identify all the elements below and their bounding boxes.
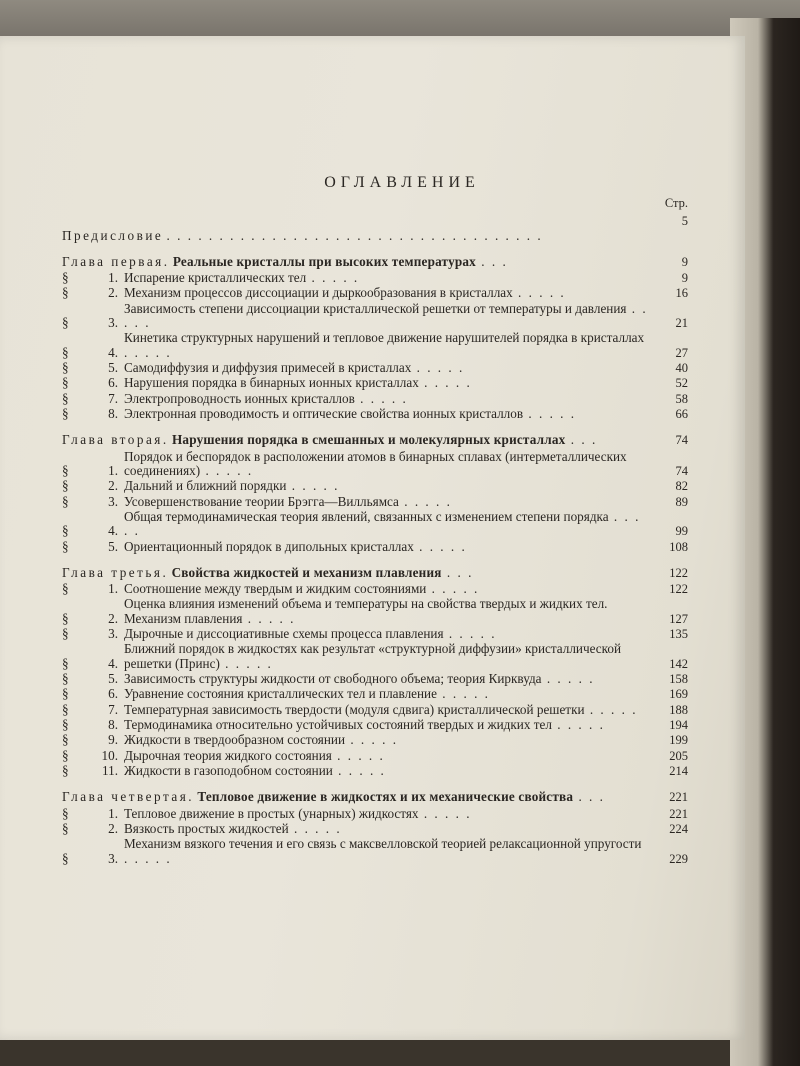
section-number: 3. [108, 493, 118, 509]
section-entry [62, 747, 688, 763]
book-page [0, 36, 745, 1040]
section-page-number: 99 [675, 524, 688, 539]
section-entry [62, 390, 688, 406]
preface-page-number: 5 [681, 214, 688, 229]
section-number: 3. [108, 850, 118, 866]
section-title: Кинетика структурных нарушений и тепловое движение нарушителей порядка в кристаллах . . . . . [124, 330, 645, 360]
section-title: Ближний порядок в жидкостях как результат «структурной диффузии» кристаллической решетки (Принс) . . . . . [124, 641, 622, 671]
section-entry [62, 836, 688, 866]
section-page-number: 142 [669, 656, 688, 671]
section-number: 4. [108, 523, 118, 539]
section-entry [62, 448, 688, 478]
section-entry [62, 821, 688, 837]
section-number: 7. [108, 390, 118, 406]
section-title: Дальний и ближний порядки . . . . . [124, 478, 340, 494]
section-sign: § [62, 375, 69, 391]
section-page-number: 74 [675, 463, 688, 478]
section-page-number: 127 [669, 611, 688, 626]
section-entry [62, 686, 688, 702]
section-number: 1. [108, 805, 118, 821]
section-title: Зависимость степени диссоциации кристаллической решетки от температуры и давления . . . . . [124, 300, 648, 330]
section-title: Дырочная теория жидкого состояния . . . . . [124, 747, 385, 763]
section-page-number: 221 [669, 806, 688, 821]
section-number: 5. [108, 670, 118, 686]
section-sign: § [62, 763, 69, 779]
section-number: 2. [108, 285, 118, 301]
section-sign: § [62, 747, 69, 763]
table-of-contents [62, 174, 688, 867]
section-entry [62, 478, 688, 494]
section-title: Порядок и беспорядок в расположении атомов в бинарных сплавах (интерметаллических соединениях) . . . . . [124, 448, 627, 478]
chapter-title: Нарушения порядка в смешанных и молекулярных кристаллах [171, 432, 566, 448]
section-entry [62, 763, 688, 779]
section-page-number: 66 [675, 407, 688, 422]
section-page-number: 9 [681, 271, 688, 286]
section-entry [62, 732, 688, 748]
section-entry [62, 330, 688, 360]
section-sign: § [62, 493, 69, 509]
section-sign: § [62, 580, 69, 596]
section-entry [62, 493, 688, 509]
section-title: Температурная зависимость твердости (модуля сдвига) кристаллической решетки . . . . . [124, 701, 638, 717]
section-page-number: 214 [669, 764, 688, 779]
section-number: 2. [108, 478, 118, 494]
section-number: 2. [108, 610, 118, 626]
section-number: 11. [102, 763, 118, 779]
section-page-number: 122 [669, 581, 688, 596]
section-title: Дырочные и диссоциативные схемы процесса плавления . . . . . [124, 625, 497, 641]
section-page-number: 27 [675, 345, 688, 360]
section-sign: § [62, 315, 69, 330]
section-entry [62, 670, 688, 686]
section-title: Жидкости в газоподобном состоянии . . . . . [124, 763, 386, 779]
chapter-heading [62, 789, 688, 805]
section-sign: § [62, 610, 69, 626]
section-number: 7. [108, 701, 118, 717]
section-title: Соотношение между твердым и жидким состояниями . . . . . [124, 580, 480, 596]
chapter-heading [62, 564, 688, 580]
section-sign: § [62, 805, 69, 821]
section-sign: § [62, 462, 69, 478]
section-entry [62, 596, 688, 626]
section-sign: § [62, 523, 69, 539]
section-number: 2. [108, 821, 118, 837]
section-title: Механизм вязкого течения и его связь с максвелловской теорией релаксационной упругости . . . . . [124, 836, 642, 866]
section-title: Электропроводность ионных кристаллов . . . . . [124, 390, 408, 406]
section-page-number: 21 [675, 316, 688, 330]
chapter-text: Глава первая. Реальные кристаллы при высоких температурах . . . [62, 253, 508, 269]
section-title: Электронная проводимость и оптические свойства ионных кристаллов . . . . . [124, 406, 577, 422]
section-number: 9. [108, 732, 118, 748]
page-title: ОГЛАВЛЕНИЕ [324, 174, 480, 191]
section-sign: § [62, 625, 69, 641]
chapters-list [62, 253, 688, 866]
section-number: 1. [108, 580, 118, 596]
section-title: Испарение кристаллических тел . . . . . [124, 270, 360, 286]
section-number: 6. [108, 686, 118, 702]
section-title: Оценка влияния изменений объема и температуры на свойства твердых и жидких тел. Механизм плавления . . . . . [124, 596, 608, 626]
section-title: Нарушения порядка в бинарных ионных кристаллах . . . . . [124, 375, 472, 391]
section-entry [62, 701, 688, 717]
chapter-label: Глава первая. [62, 253, 170, 269]
chapter-label: Глава третья. [62, 564, 169, 580]
section-sign: § [62, 478, 69, 494]
chapter-label: Глава четвертая. [62, 789, 195, 805]
section-entry [62, 580, 688, 596]
section-number: 4. [108, 344, 118, 360]
section-sign: § [62, 270, 69, 286]
section-page-number: 199 [669, 733, 688, 748]
section-sign: § [62, 701, 69, 717]
section-page-number: 169 [669, 687, 688, 702]
section-entry [62, 625, 688, 641]
section-page-number: 135 [669, 626, 688, 641]
section-title: Термодинамика относительно устойчивых состояний твердых и жидких тел . . . . . [124, 717, 605, 733]
section-title: Уравнение состояния кристаллических тел и плавление . . . . . [124, 686, 490, 702]
section-sign: § [62, 686, 69, 702]
section-page-number: 224 [669, 822, 688, 837]
section-number: 8. [108, 406, 118, 422]
preface-entry: Предисловие . . . . . . . . . . . . . . . . . . . . . . . . . . . . . . . . . . . . [62, 227, 543, 243]
section-sign: § [62, 390, 69, 406]
chapter-title: Свойства жидкостей и механизм плавления [171, 564, 442, 580]
chapter-text: Глава третья. Свойства жидкостей и механизм плавления . . . [62, 564, 474, 580]
section-sign: § [62, 732, 69, 748]
section-title: Вязкость простых жидкостей . . . . . [124, 821, 342, 837]
chapter-page-number: 74 [675, 433, 688, 448]
section-page-number: 58 [675, 391, 688, 406]
section-sign: § [62, 670, 69, 686]
section-sign: § [62, 344, 69, 360]
section-entry [62, 717, 688, 733]
section-entry [62, 375, 688, 391]
section-sign: § [62, 359, 69, 375]
chapter-label: Глава вторая. [62, 432, 169, 448]
section-number: 3. [108, 315, 118, 330]
section-entry [62, 300, 688, 330]
section-entry [62, 406, 688, 422]
chapter-title: Реальные кристаллы при высоких температурах [172, 253, 476, 269]
section-entry [62, 359, 688, 375]
section-entry [62, 508, 688, 539]
section-number: 6. [108, 375, 118, 391]
section-page-number: 52 [675, 376, 688, 391]
section-sign: § [62, 406, 69, 422]
section-number: 1. [108, 270, 118, 286]
section-sign: § [62, 821, 69, 837]
chapter-text: Глава вторая. Нарушения порядка в смешанных и молекулярных кристаллах . . . [62, 432, 598, 448]
section-page-number: 82 [675, 479, 688, 494]
section-number: 5. [108, 538, 118, 554]
section-entry [62, 538, 688, 554]
section-number: 8. [108, 717, 118, 733]
chapter-heading [62, 432, 688, 448]
section-page-number: 158 [669, 671, 688, 686]
chapter-text: Глава четвертая. Тепловое движение в жидкостях и их механические свойства . . . [62, 789, 605, 805]
section-page-number: 194 [669, 718, 688, 733]
section-number: 3. [108, 625, 118, 641]
section-page-number: 40 [675, 360, 688, 375]
preface-label: Предисловие [62, 227, 164, 243]
section-title: Жидкости в твердообразном состоянии . . . . . [124, 732, 398, 748]
section-sign: § [62, 717, 69, 733]
chapter-heading [62, 253, 688, 269]
section-page-number: 188 [669, 702, 688, 717]
chapter-title: Тепловое движение в жидкостях и их механические свойства [197, 789, 574, 805]
section-title: Самодиффузия и диффузия примесей в кристаллах . . . . . [124, 359, 465, 375]
section-sign: § [62, 850, 69, 866]
section-title: Усовершенствование теории Брэгга—Вилльямса . . . . . [124, 493, 452, 509]
chapter-page-number: 221 [669, 790, 688, 805]
section-sign: § [62, 538, 69, 554]
section-page-number: 108 [669, 539, 688, 554]
page-column-label: Стр. [664, 196, 688, 211]
section-title: Ориентационный порядок в дипольных кристаллах . . . . . [124, 538, 467, 554]
section-number: 4. [108, 655, 118, 671]
section-entry [62, 805, 688, 821]
section-page-number: 16 [675, 286, 688, 301]
section-title: Механизм процессов диссоциации и дыркообразования в кристаллах . . . . . [124, 285, 566, 301]
chapter-page-number: 9 [681, 254, 688, 269]
section-title: Общая термодинамическая теория явлений, связанных с изменением степени порядка . . . . . [124, 508, 641, 539]
section-entry [62, 270, 688, 286]
section-number: 1. [108, 462, 118, 478]
section-title: Тепловое движение в простых (унарных) жидкостях . . . . . [124, 805, 472, 821]
section-page-number: 205 [669, 748, 688, 763]
section-sign: § [62, 655, 69, 671]
section-entry [62, 285, 688, 301]
section-title: Зависимость структуры жидкости от свободного объема; теория Кирквуда . . . . . [124, 670, 595, 686]
section-page-number: 89 [675, 494, 688, 509]
section-page-number: 229 [669, 851, 688, 866]
section-number: 10. [101, 747, 118, 763]
background-desk [0, 0, 800, 40]
chapter-page-number: 122 [669, 565, 688, 580]
section-entry [62, 641, 688, 671]
section-sign: § [62, 285, 69, 301]
section-number: 5. [108, 359, 118, 375]
